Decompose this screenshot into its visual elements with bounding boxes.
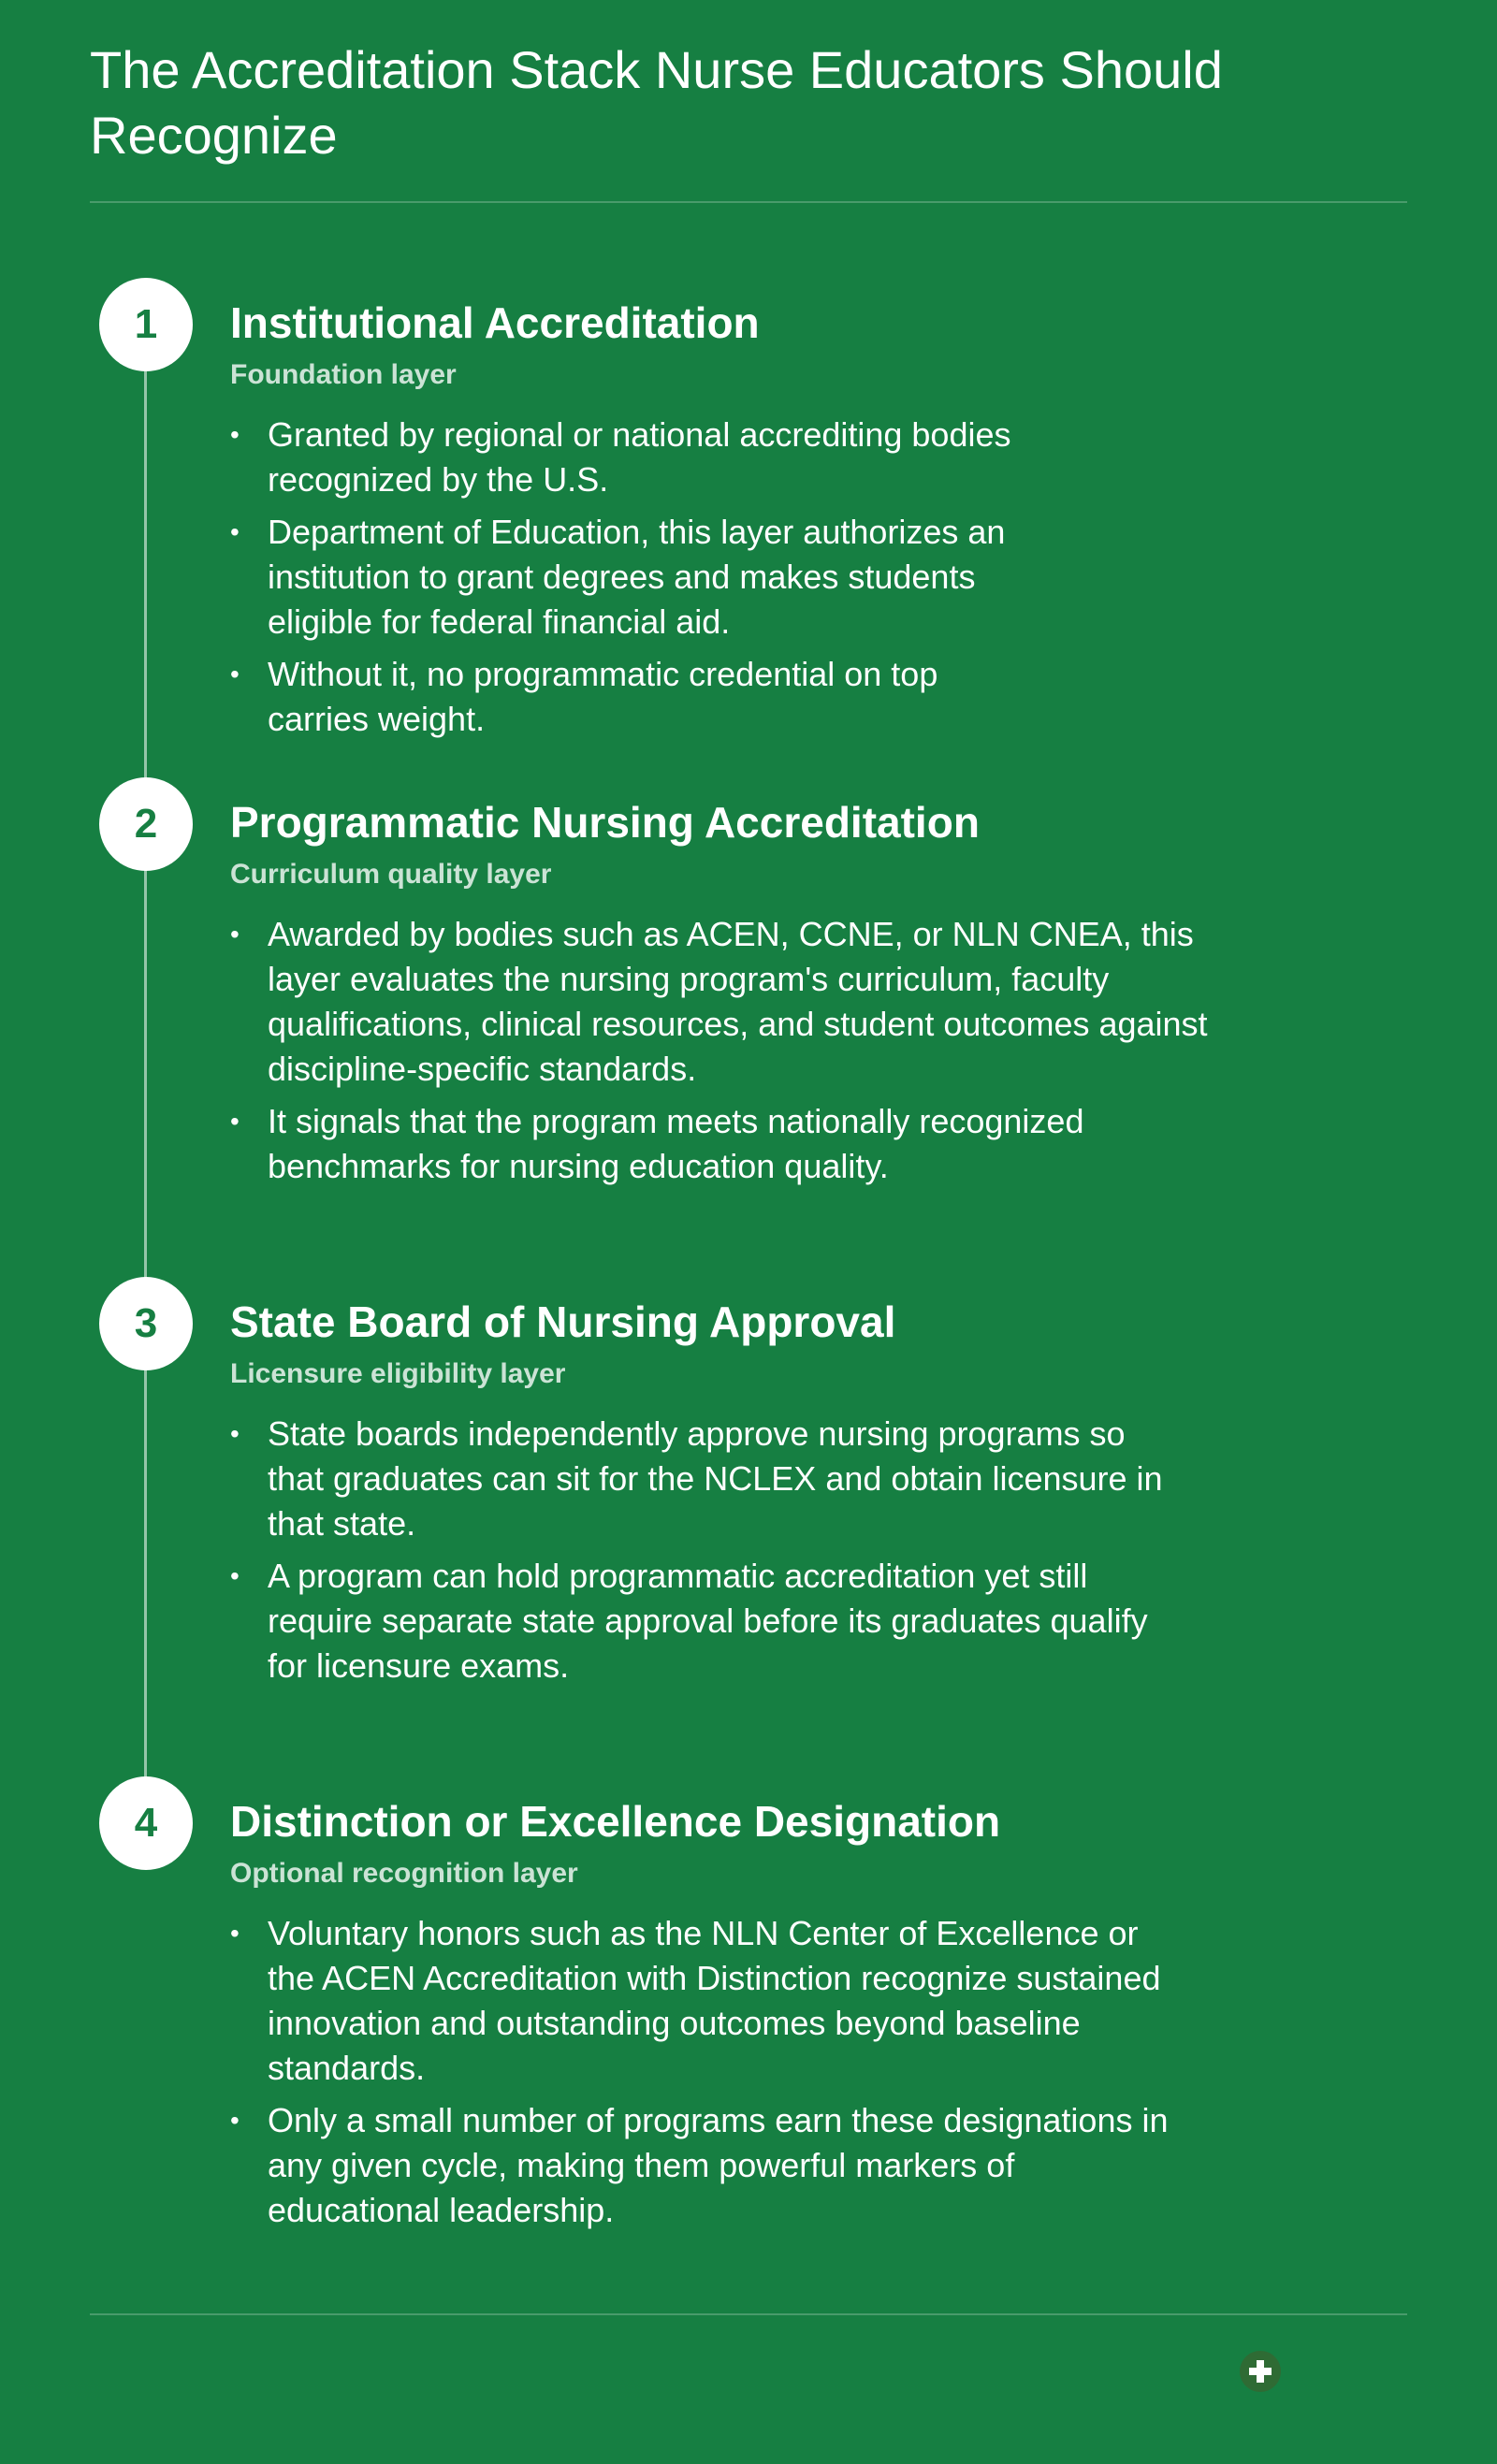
step-subtitle: Foundation layer (230, 359, 457, 390)
step-title: Institutional Accreditation (230, 298, 760, 347)
bullet-item: • Voluntary honors such as the NLN Center of Excellence or the ACEN Accreditation with Distinction recognize sustained innovation and outstanding outcomes beyond baseline standards. (230, 1911, 1194, 2091)
bullet-item: • A program can hold programmatic accreditation yet still require separate state approval before its graduates qualify for licensure exams. (230, 1554, 1175, 1689)
step-number-badge: 1 (99, 278, 193, 371)
step-title: Distinction or Excellence Designation (230, 1797, 1001, 1846)
page-title: The Accreditation Stack Nurse Educators Should Recognize (90, 40, 1223, 165)
step-subtitle: Optional recognition layer (230, 1858, 578, 1889)
timeline-line (144, 325, 147, 1821)
step-subtitle: Curriculum quality layer (230, 859, 552, 890)
bullet-item: • Awarded by bodies such as ACEN, CCNE, or NLN CNEA, this layer evaluates the nursing program's curriculum, faculty qualifications, clinical resources, and student outcomes against discipline-specific standards. (230, 912, 1259, 1092)
bullet-item: • State boards independently approve nursing programs so that graduates can sit for the NCLEX and obtain licensure in that state. (230, 1412, 1175, 1546)
step-subtitle: Licensure eligibility layer (230, 1358, 566, 1389)
bullet-item: • Granted by regional or national accrediting bodies recognized by the U.S. (230, 413, 1044, 502)
bullet-item: • Department of Education, this layer authorizes an institution to grant degrees and makes students eligible for federal financial aid. (230, 510, 1044, 645)
step-number-badge: 3 (99, 1277, 193, 1370)
bullet-item: • Only a small number of programs earn these designations in any given cycle, making them powerful markers of educational leadership. (230, 2098, 1194, 2233)
step-bullet-list (230, 1412, 1175, 1696)
step-bullet-list (230, 912, 1259, 1196)
bullet-item: • It signals that the program meets nationally recognized benchmarks for nursing education quality. (230, 1099, 1259, 1189)
step-bullet-list (230, 413, 1044, 749)
header-divider (90, 201, 1407, 203)
step-bullet-list (230, 1911, 1194, 2240)
step-title: State Board of Nursing Approval (230, 1297, 896, 1346)
footer-divider (90, 2313, 1407, 2315)
bullet-item: • Without it, no programmatic credential on top carries weight. (230, 652, 1044, 742)
medical-cross-icon (1240, 2351, 1281, 2392)
step-number-badge: 2 (99, 777, 193, 871)
step-title: Programmatic Nursing Accreditation (230, 798, 980, 847)
step-number-badge: 4 (99, 1776, 193, 1870)
